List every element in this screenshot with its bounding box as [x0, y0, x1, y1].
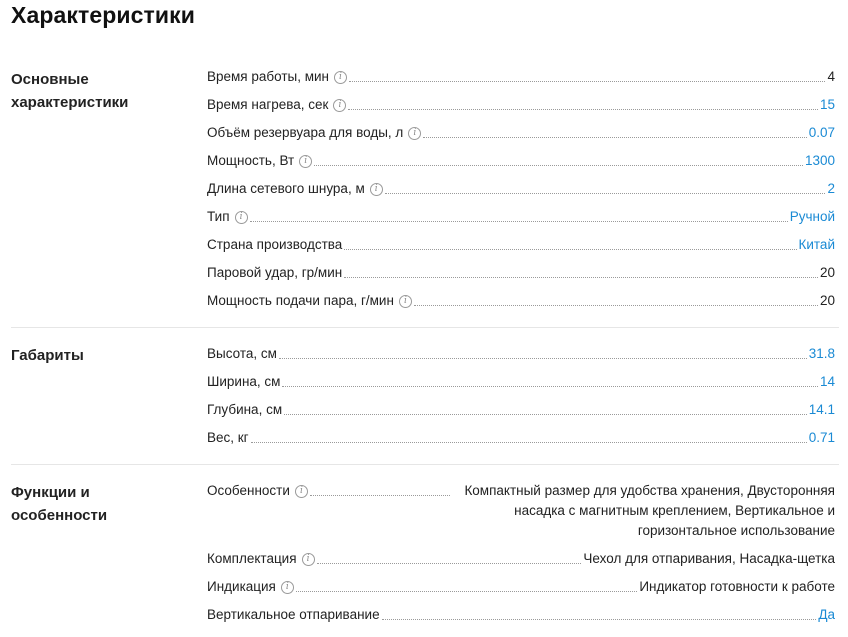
info-icon[interactable]: i	[299, 155, 312, 168]
spec-row	[207, 605, 835, 625]
spec-value-link[interactable]: Ручной	[789, 209, 835, 224]
dot-leader	[423, 123, 806, 138]
spec-value-link[interactable]: 15	[819, 97, 835, 112]
dot-leader	[250, 207, 788, 222]
spec-value-link[interactable]: 1300	[804, 153, 835, 168]
spec-value: Компактный размер для удобства хранения, Двусторонняя насадка с магнитным креплением, Вертикальное и горизонтальное использование	[464, 483, 835, 538]
spec-value: Индикатор готовности к работе	[639, 579, 835, 594]
spec-value: Чехол для отпаривания, Насадка-щетка	[583, 551, 835, 566]
spec-row	[207, 123, 835, 143]
dot-leader	[385, 179, 826, 194]
spec-row	[207, 400, 835, 420]
spec-value-link[interactable]: Да	[818, 607, 835, 622]
spec-label: Высота, см	[207, 346, 277, 361]
spec-row	[207, 263, 835, 283]
spec-label: Индикация i	[207, 577, 294, 597]
spec-row	[207, 67, 835, 87]
spec-row	[207, 207, 835, 227]
info-icon[interactable]: i	[408, 127, 421, 140]
section-divider	[11, 464, 839, 465]
spec-label: Время нагрева, сек i	[207, 95, 346, 115]
spec-row	[207, 372, 835, 392]
page-title: Характеристики	[11, 2, 195, 28]
info-icon[interactable]: i	[295, 485, 308, 498]
info-icon[interactable]: i	[281, 581, 294, 594]
spec-value: 20	[819, 293, 835, 308]
dot-leader	[348, 95, 818, 110]
spec-label: Мощность подачи пара, г/мин i	[207, 291, 412, 311]
spec-label: Время работы, мин i	[207, 67, 347, 87]
spec-row	[207, 95, 835, 115]
spec-row	[207, 291, 835, 311]
dot-leader	[314, 151, 803, 166]
dot-leader	[414, 291, 818, 306]
dot-leader	[251, 428, 807, 443]
dot-leader	[349, 67, 825, 82]
spec-row	[207, 577, 835, 597]
section-title-dimensions: Габариты	[11, 347, 84, 364]
dot-leader	[344, 235, 796, 250]
dot-leader	[317, 549, 582, 564]
spec-value-link[interactable]: Китай	[798, 237, 835, 252]
dot-leader	[296, 577, 637, 592]
spec-row	[207, 344, 835, 364]
spec-label: Комплектация i	[207, 549, 315, 569]
spec-label: Мощность, Вт i	[207, 151, 312, 171]
spec-value-link[interactable]: 0.71	[808, 430, 835, 445]
section-divider	[11, 327, 839, 328]
spec-value-link[interactable]: 2	[827, 181, 835, 196]
spec-label: Длина сетевого шнура, м i	[207, 179, 383, 199]
spec-value: 4	[827, 69, 835, 84]
spec-label: Тип i	[207, 207, 248, 227]
spec-value-link[interactable]: 14.1	[808, 402, 835, 417]
spec-row	[207, 179, 835, 199]
dot-leader	[284, 400, 807, 415]
info-icon[interactable]: i	[399, 295, 412, 308]
spec-row	[207, 481, 835, 541]
spec-value-link[interactable]: 14	[819, 374, 835, 389]
spec-row	[207, 549, 835, 569]
dot-leader	[279, 344, 807, 359]
section-title-features: Функции и особенности	[11, 484, 108, 524]
spec-label: Ширина, см	[207, 374, 281, 389]
spec-label: Особенности i	[207, 481, 308, 501]
spec-row	[207, 151, 835, 171]
dot-leader	[344, 263, 818, 278]
spec-value-link[interactable]: 31.8	[808, 346, 835, 361]
spec-label: Страна производства	[207, 237, 343, 252]
info-icon[interactable]: i	[333, 99, 346, 112]
spec-label: Вес, кг	[207, 430, 249, 445]
spec-label: Вертикальное отпаривание	[207, 607, 380, 622]
info-icon[interactable]: i	[235, 211, 248, 224]
info-icon[interactable]: i	[302, 553, 315, 566]
spec-value-link[interactable]: 0.07	[808, 125, 835, 140]
dot-leader	[382, 605, 817, 620]
spec-row	[207, 235, 835, 255]
section-title-main: Основные характеристики	[11, 71, 129, 111]
info-icon[interactable]: i	[370, 183, 383, 196]
spec-value: 20	[819, 265, 835, 280]
info-icon[interactable]: i	[334, 71, 347, 84]
dot-leader	[282, 372, 818, 387]
spec-label: Паровой удар, гр/мин	[207, 265, 343, 280]
spec-row	[207, 428, 835, 448]
spec-label: Объём резервуара для воды, л i	[207, 123, 421, 143]
spec-label: Глубина, см	[207, 402, 283, 417]
dot-leader	[310, 481, 450, 496]
